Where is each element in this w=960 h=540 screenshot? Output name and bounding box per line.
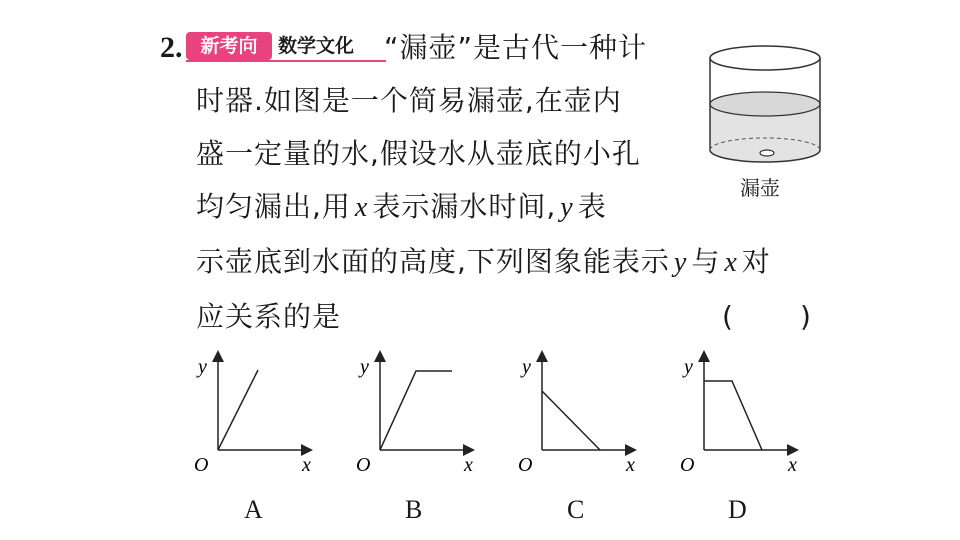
question-line-1: “漏壶”是古代一种计 — [384, 31, 648, 64]
line4-mid: 表示漏水时间, — [372, 190, 557, 223]
water-clock-figure — [705, 40, 825, 170]
question-line-4 — [196, 190, 607, 225]
graph-b-x-label: x — [464, 454, 473, 476]
graph-c — [514, 345, 644, 480]
graph-d-y-label: y — [684, 356, 693, 378]
graph-b — [352, 345, 482, 480]
graph-a — [190, 345, 320, 480]
graph-b-line — [380, 371, 452, 450]
new-direction-badge: 新考向 — [186, 32, 272, 60]
line5-end: 对 — [741, 245, 771, 278]
graph-c-y-label: y — [522, 356, 531, 378]
graph-d-x-label: x — [788, 454, 797, 476]
graph-d-line — [704, 381, 762, 450]
graph-c-x-label: x — [626, 454, 635, 476]
graph-b-origin: O — [356, 454, 371, 476]
question-line-3: 盛一定量的水,假设水从壶底的小孔 — [196, 137, 641, 170]
category-underline — [186, 60, 386, 62]
line5-mid: 与 — [691, 245, 721, 278]
question-line-6: 应关系的是 — [196, 300, 342, 333]
graph-a-line — [218, 370, 258, 450]
graph-d — [676, 345, 806, 480]
var-y: y — [560, 192, 574, 223]
graph-c-line — [542, 391, 600, 450]
option-a-label[interactable]: A — [244, 495, 263, 524]
line5-start: 示壶底到水面的高度,下列图象能表示 — [196, 245, 670, 278]
line4-end: 表 — [577, 190, 607, 223]
water-clock-label: 漏壶 — [740, 176, 780, 200]
graph-a-origin: O — [194, 454, 209, 476]
option-b-label[interactable]: B — [405, 495, 423, 524]
question-number: 2. — [160, 31, 183, 64]
answer-paren-left: ( — [722, 300, 733, 333]
graph-a-x-label: x — [302, 454, 311, 476]
graph-a-y-label: y — [198, 356, 207, 378]
var-y-2: y — [673, 247, 688, 278]
line4-start: 均匀漏出,用 — [196, 190, 351, 223]
var-x: x — [354, 192, 369, 223]
option-d-label[interactable]: D — [728, 495, 747, 524]
graph-d-origin: O — [680, 454, 695, 476]
category-label: 数学文化 — [278, 35, 355, 57]
question-line-5 — [196, 245, 771, 280]
answer-paren-right: ) — [800, 300, 811, 333]
graph-c-origin: O — [518, 454, 533, 476]
var-x-2: x — [724, 247, 738, 278]
option-c-label[interactable]: C — [567, 495, 585, 524]
graph-b-y-label: y — [360, 356, 369, 378]
question-line-2: 时器.如图是一个简易漏壶,在壶内 — [196, 84, 622, 117]
